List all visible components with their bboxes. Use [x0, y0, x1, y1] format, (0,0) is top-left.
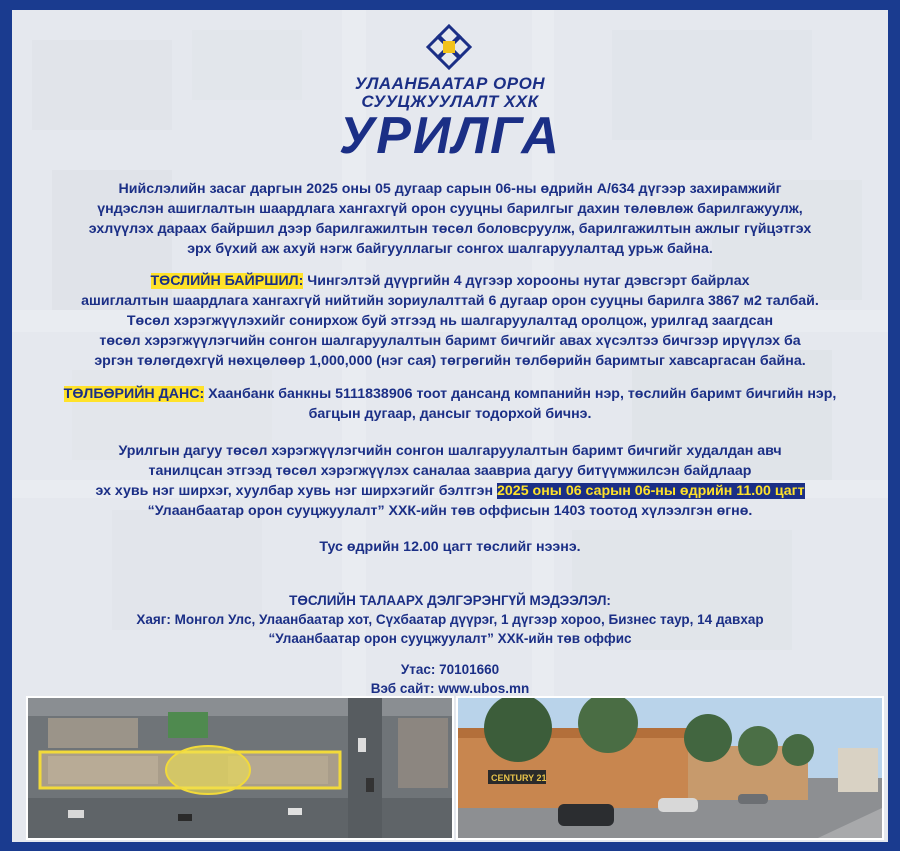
submission-line — [32, 481, 868, 501]
intro-line: үндэслэн ашиглалтын шаардлага хангахгүй орон сууцны барилгыг дахин төлөвлөж барилгажуулж, — [97, 201, 803, 217]
contact-heading: ТӨСЛИЙН ТАЛААРХ ДЭЛГЭРЭНГҮЙ МЭДЭЭЛЭЛ: — [289, 593, 611, 608]
location-line: Төсөл хэрэгжүүлэхийг сонирхож буй этгээд нь шалгаруулалтад оролцож, урилгад заагдсан — [126, 313, 774, 329]
location-line: ашиглалтын шаардлага хангахгүй нийтийн зориулалттай 6 дугаар орон сууцны барилга 3867 м2 талбай. — [81, 293, 819, 309]
location-line: төсөл хэрэгжүүлэгчийн сонгон шалгаруулалтын баримт бичгийг авах хүсэлтээ бичгээр ирүүлэх ба — [99, 333, 801, 349]
contact-website: Вэб сайт: www.ubos.mn — [370, 681, 530, 696]
poster-content — [12, 10, 888, 842]
submission-line: танилцсан этгээд төсөл хэрэгжүүлэх саналаа заавриа дагуу битүүмжилсэн байдлаар — [148, 463, 752, 479]
contact-block — [32, 591, 868, 648]
location-label: ТӨСЛИЙН БАЙРШИЛ: — [150, 273, 304, 289]
aerial-map-image — [28, 698, 452, 838]
street-view-image — [458, 698, 882, 838]
submission-line: Урилгын дагуу төсөл хэрэгжүүлэгчийн сонгон шалгаруулалтын баримт бичгийг худалдан авч — [118, 443, 782, 459]
contact-office: “Улаанбаатар орон сууцжуулалт” ХХК-ийн төв оффис — [268, 631, 632, 646]
payment-text: Хаанбанк банкны 5111838906 тоот дансанд компанийн нэр, төслийн баримт бичгийн нэр, — [204, 386, 837, 402]
location-line: эргэн төлөгдөхгүй нөхцөлөөр 1,000,000 (нэг сая) төгрөгийн төлбөрийн баримтыг хавсаргасан байна. — [94, 353, 806, 369]
aerial-site-photo — [26, 696, 454, 840]
payment-line — [32, 384, 868, 404]
payment-line: багцын дугаар, дансыг тодорхой бичнэ. — [308, 406, 592, 422]
location-paragraph — [32, 271, 868, 371]
company-logo-icon — [426, 24, 472, 70]
century21-sign: CENTURY 21 — [491, 773, 547, 783]
page-title: УРИЛГА — [339, 107, 561, 165]
contact-address: Хаяг: Монгол Улс, Улаанбаатар хот, Сүхбаатар дүүрэг, 1 дүгээр хороо, Бизнес таур, 14 давхар — [136, 612, 764, 627]
intro-line: Нийслэлийн засаг даргын 2025 оны 05 дугаар сарын 06-ны өдрийн А/634 дүгээр захирамжийг — [118, 181, 782, 197]
submission-text: эх хувь нэг ширхэг, хуулбар хувь нэг ширхэгийг бэлтгэн — [95, 483, 498, 499]
intro-line: эхлүүлэх дараах байршил дээр барилгажилтын төсөл боловсруулж, барилгажилтын ажлыг гүйцэтгэх — [88, 221, 812, 237]
intro-line: эрх бүхий аж ахуй нэгж байгууллагыг сонгох шалгаруулалтад урьж байна. — [187, 241, 713, 257]
street-view-photo — [456, 696, 884, 840]
intro-paragraph — [32, 179, 868, 259]
company-name-line1: УЛААНБААТАР ОРОН — [354, 74, 546, 93]
poster — [12, 10, 888, 842]
deadline-highlight: 2025 оны 06 сарын 06-ны өдрийн 11.00 цагт — [497, 483, 805, 499]
location-line — [32, 271, 868, 291]
payment-label: ТӨЛБӨРИЙН ДАНС: — [63, 386, 205, 402]
location-text: Чингэлтэй дүүргийн 4 дүгээр хорооны нутаг дэвсгэрт байрлах — [303, 273, 750, 289]
contact-details — [32, 660, 868, 698]
submission-line: “Улаанбаатар орон сууцжуулалт” ХХК-ийн төв оффисын 1403 тоотод хүлээлгэн өгнө. — [147, 503, 753, 519]
contact-phone: Утас: 70101660 — [400, 662, 500, 677]
submission-paragraph — [32, 441, 868, 521]
payment-paragraph — [32, 384, 868, 424]
company-name-line2: СУУЦЖУУЛАЛТ ХХК — [361, 92, 539, 111]
opening-text: Тус өдрийн 12.00 цагт төслийг нээнэ. — [319, 539, 581, 555]
